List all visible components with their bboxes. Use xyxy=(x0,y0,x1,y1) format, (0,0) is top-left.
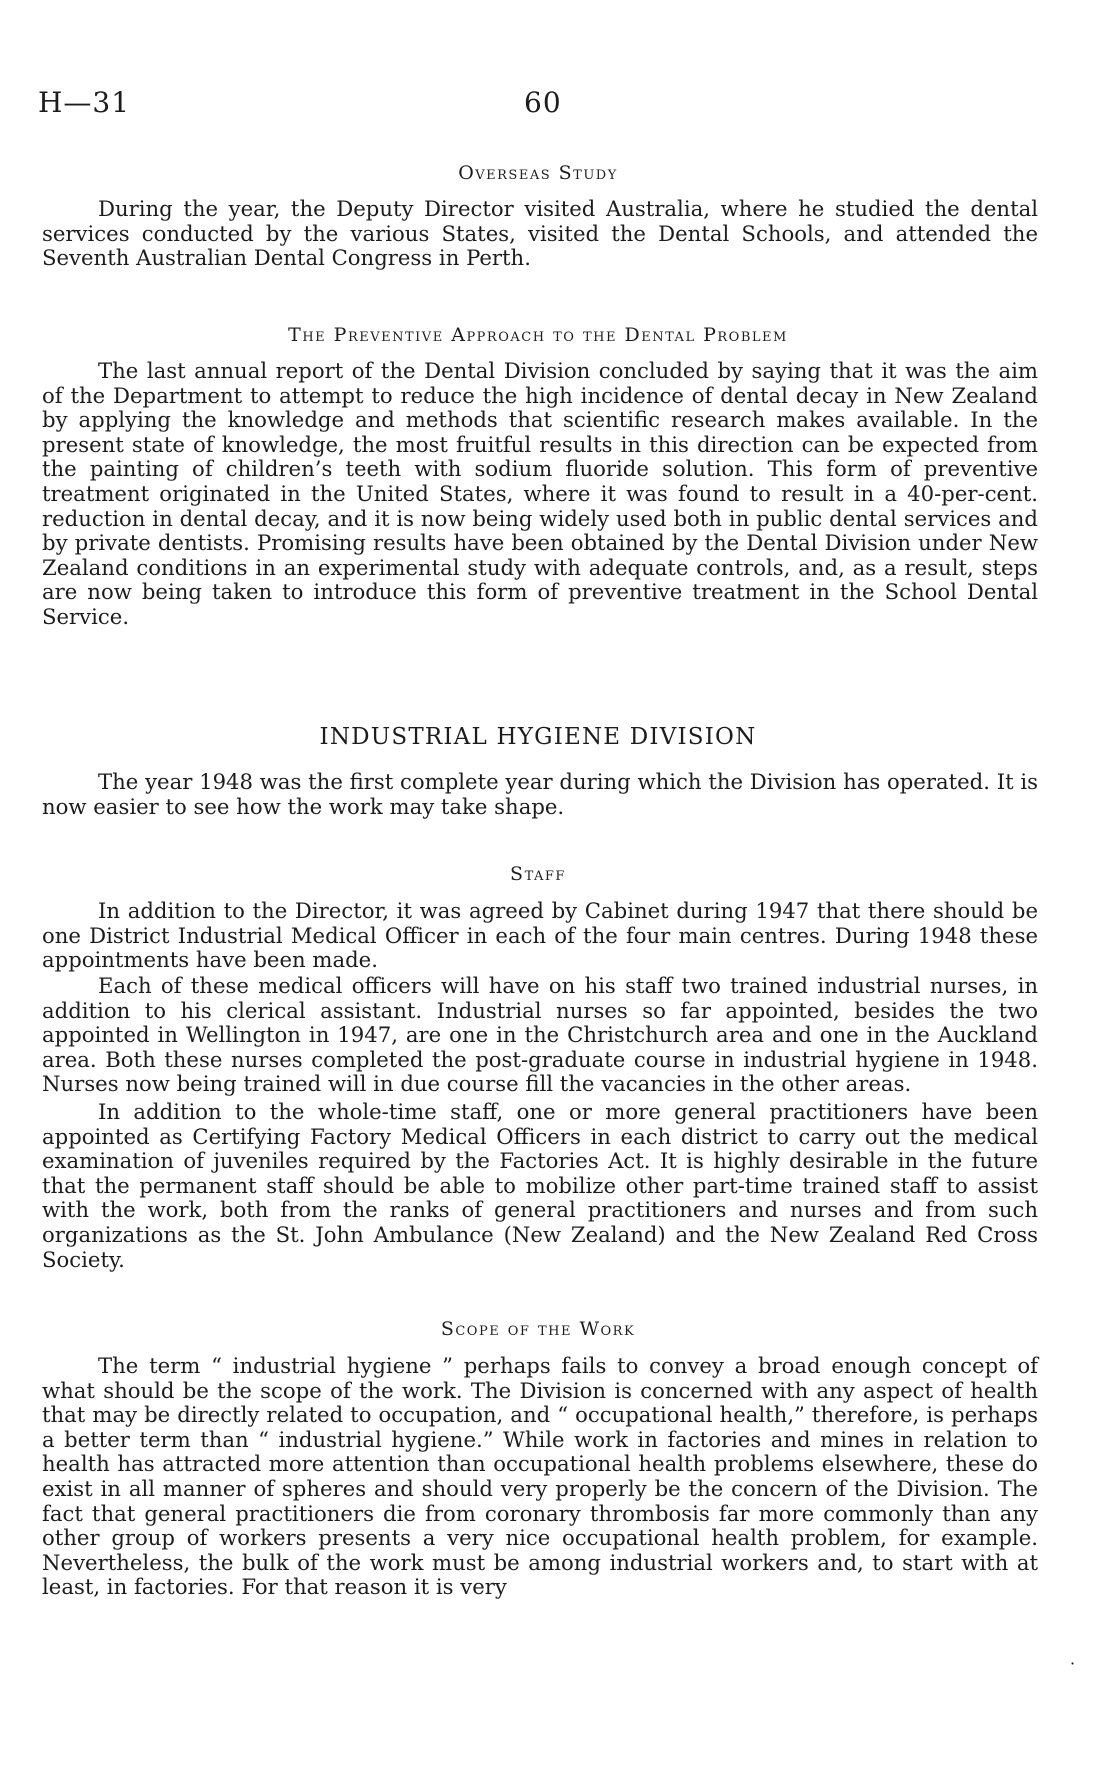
heading-industrial-hygiene-division: INDUSTRIAL HYGIENE DIVISION xyxy=(319,724,757,750)
heading-overseas-study: Overseas Study xyxy=(458,162,618,184)
paragraph-preventive-approach: The last annual report of the Dental Division concluded by saying that it was the aim of the Department to attempt to reduce the high incidence of dental decay in New Zealand by applying the knowledge and methods that scientific research makes available. In the present state of knowledge, the most fruitful results in this direction can be expected from the painting of children’s teeth with sodium fluoride solution. This form of preventive treatment originated in the United States, where it was found to result in a 40-per-cent. reduction in dental decay, and it is now being widely used both in public dental services and by private dentists. Promising results have been obtained by the Dental Division under New Zealand conditions in an experimental study with adequate controls, and, as a result, steps are now being taken to introduce this form of preventive treatment in the School Dental Service. xyxy=(42,358,1038,629)
page-number: 60 xyxy=(524,86,562,119)
paragraph-overseas-study: During the year, the Deputy Director visited Australia, where he studied the dental services conducted by the various States, visited the Dental Schools, and attended the Seventh Australian Dental Congress in Perth. xyxy=(42,196,1038,271)
paragraph-staff-2: Each of these medical officers will have on his staff two trained industrial nurses, in addition to his clerical assistant. Industrial nurses so far appointed, besides the two appointed in Wellington in 1947, are one in the Christchurch area and one in the Auckland area. Both these nurses completed the post-graduate course in industrial hygiene in 1948. Nurses now being trained will in due course fill the vacancies in the other areas. xyxy=(42,973,1038,1097)
margin-mark: · xyxy=(1070,1654,1076,1673)
paragraph-industrial-intro: The year 1948 was the first complete year during which the Division has operated. It is now easier to see how the work may take shape. xyxy=(42,769,1038,819)
page-reference: H—31 xyxy=(38,86,131,119)
paragraph-staff-3: In addition to the whole-time staff, one or more general practitioners have been appointed as Certifying Factory Medical Officers in each district to carry out the medical examination of juveniles required by the Factories Act. It is highly desirable in the future that the permanent staff should be able to mobilize other part-time trained staff to assist with the work, both from the ranks of general practitioners and nurses and from such organizations as the St. John Ambulance (New Zealand) and the New Zealand Red Cross Society. xyxy=(42,1099,1038,1272)
heading-staff: Staff xyxy=(510,863,566,885)
paragraph-staff-1: In addition to the Director, it was agreed by Cabinet during 1947 that there should be one District Industrial Medical Officer in each of the four main centres. During 1948 these appointments have been made. xyxy=(42,898,1038,973)
heading-preventive-approach: The Preventive Approach to the Dental Problem xyxy=(288,324,788,346)
paragraph-scope-of-work: The term “ industrial hygiene ” perhaps fails to convey a broad enough concept of what should be the scope of the work. The Division is concerned with any aspect of health that may be directly related to occupation, and “ occupational health,” therefore, is perhaps a better term than “ industrial hygiene.” While work in factories and mines in relation to health has attracted more attention than occupational health problems elsewhere, these do exist in all manner of spheres and should very properly be the concern of the Division. The fact that general practitioners die from coronary thrombosis far more commonly than any other group of workers presents a very nice occupational health problem, for example. Nevertheless, the bulk of the work must be among industrial workers and, to start with at least, in factories. For that reason it is very xyxy=(42,1353,1038,1600)
heading-scope-of-work: Scope of the Work xyxy=(440,1318,636,1340)
